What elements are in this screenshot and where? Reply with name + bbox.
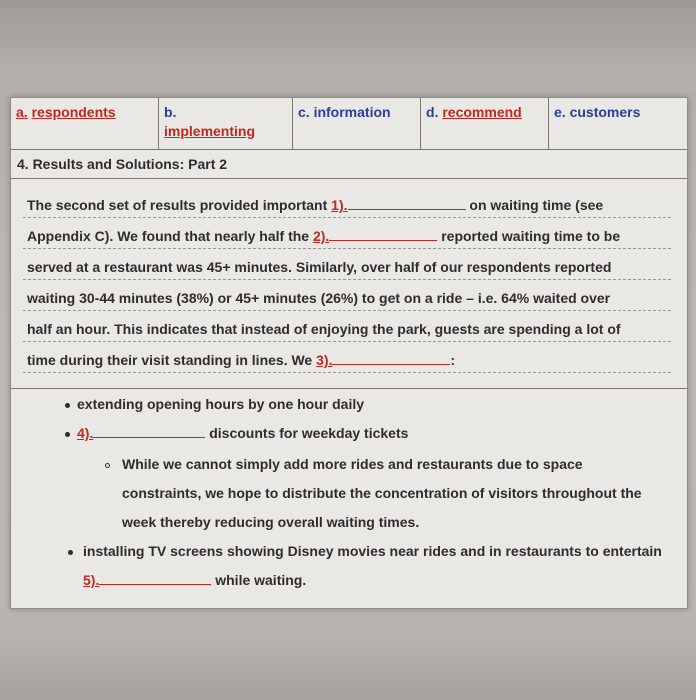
bullet-2 [77, 425, 408, 441]
text: while waiting. [215, 572, 307, 588]
text: The second set of results provided important [27, 197, 328, 213]
paragraph-line: half an hour. This indicates that instead of enjoying the park, guests are spending a lot of [27, 321, 621, 337]
bullet-1: extending opening hours by one hour daily [77, 396, 365, 412]
word-bank-word: customers [569, 104, 641, 120]
ruled-line [23, 372, 673, 373]
ruled-line [23, 279, 673, 280]
word-bank-word: recommend [442, 104, 522, 120]
text: time during their visit standing in lines. We [27, 352, 313, 368]
sub-bullet-line: week thereby reducing overall waiting times. [122, 514, 420, 530]
word-bank-word: implementing [164, 123, 256, 139]
divider [11, 388, 687, 389]
text: on waiting time (see [469, 197, 604, 213]
divider [11, 178, 687, 179]
word-bank-cell-a [11, 98, 159, 150]
blank-number-4: 4). [77, 425, 94, 441]
blank-number-1: 1). [331, 197, 348, 213]
word-bank-cell-d [421, 98, 549, 150]
bullet-3: installing TV screens showing Disney movies near rides and in restaurants to entertain [83, 543, 662, 559]
word-bank-cell-e [549, 98, 687, 150]
sub-bullet-circle [105, 463, 110, 468]
answer-blank-4[interactable] [93, 425, 205, 438]
word-bank-letter: d. [426, 104, 439, 120]
text: discounts for weekday tickets [209, 425, 409, 441]
word-bank-letter: c. [298, 104, 310, 120]
word-bank-letter: b. [164, 104, 177, 120]
text: Appendix C). We found that nearly half the [27, 228, 310, 244]
answer-blank-5[interactable] [99, 572, 211, 585]
bullet-3-line-2 [83, 572, 306, 588]
word-bank-letter: a. [16, 104, 28, 120]
word-bank-table [11, 98, 687, 150]
blank-number-3: 3). [316, 352, 333, 368]
text: : [450, 352, 456, 368]
worksheet-page [10, 97, 688, 609]
word-bank-word: respondents [31, 104, 116, 120]
sub-bullet-line: While we cannot simply add more rides and restaurants due to space [122, 456, 583, 472]
text: reported waiting time to be [441, 228, 621, 244]
paragraph-line [27, 227, 620, 246]
paragraph-line [27, 351, 455, 370]
answer-blank-3[interactable] [332, 352, 450, 365]
blank-number-2: 2). [312, 228, 330, 244]
section-title: 4. Results and Solutions: Part 2 [17, 156, 228, 172]
paragraph-line [27, 196, 603, 215]
word-bank-word: information [313, 104, 391, 120]
bullet-dot [68, 550, 73, 555]
answer-blank-2[interactable] [329, 228, 437, 241]
blank-number-5: 5). [83, 572, 100, 588]
bullet-dot [65, 432, 70, 437]
ruled-line [23, 217, 673, 218]
bullet-dot [65, 403, 70, 408]
sub-bullet-line: constraints, we hope to distribute the concentration of visitors throughout the [122, 485, 642, 501]
word-bank-letter: e. [554, 104, 566, 120]
ruled-line [23, 310, 673, 311]
paragraph-line: waiting 30-44 minutes (38%) or 45+ minutes (26%) to get on a ride – i.e. 64% waited over [27, 290, 611, 306]
word-bank-cell-b [159, 98, 293, 150]
paragraph-line: served at a restaurant was 45+ minutes. Similarly, over half of our respondents reported [27, 259, 612, 275]
word-bank-cell-c [293, 98, 421, 150]
ruled-line [23, 341, 673, 342]
ruled-line [23, 248, 673, 249]
answer-blank-1[interactable] [348, 197, 466, 210]
